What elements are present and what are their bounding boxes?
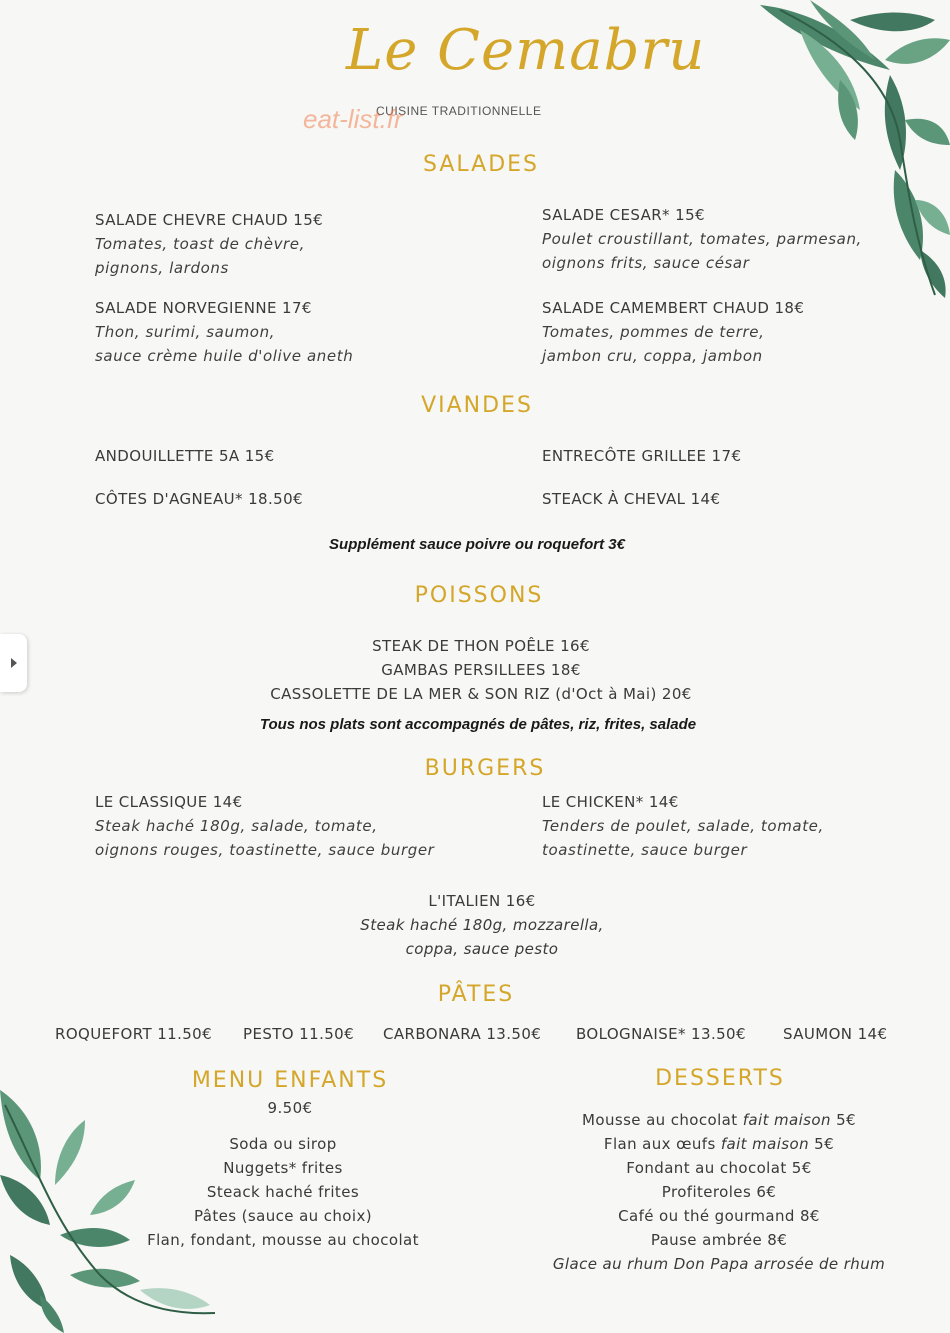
list-item: GAMBAS PERSILLEES 18€ <box>381 661 581 679</box>
dessert-price: 5€ <box>830 1111 856 1129</box>
item-description: Tomates, pommes de terre, <box>542 323 765 341</box>
restaurant-logo: Le Cemabru <box>346 18 706 83</box>
menu-item <box>542 487 720 511</box>
item-name: SALADE CAMEMBERT CHAUD 18€ <box>542 299 805 317</box>
item-name: ANDOUILLETTE 5A 15€ <box>95 447 275 465</box>
menu-item <box>360 889 603 961</box>
kids-menu-list <box>147 1132 419 1252</box>
side-panel-toggle[interactable] <box>0 634 27 692</box>
pasta-list <box>0 1025 950 1049</box>
item-name: LE CLASSIQUE 14€ <box>95 793 243 811</box>
item-name: L'ITALIEN 16€ <box>428 892 536 910</box>
side-dish-note: Tous nos plats sont accompagnés de pâtes, riz, frites, salade <box>259 716 697 733</box>
section-title-burgers: BURGERS <box>424 756 546 781</box>
dessert-name: Profiteroles 6€ <box>661 1183 777 1201</box>
section-title-viandes: VIANDES <box>421 393 533 418</box>
list-item: ROQUEFORT 11.50€ <box>55 1025 213 1043</box>
item-description: toastinette, sauce burger <box>542 841 748 859</box>
chevron-right-icon <box>11 658 17 668</box>
watermark: eat-list.fr <box>303 104 403 134</box>
list-item: CARBONARA 13.50€ <box>383 1025 542 1043</box>
kids-menu-price: 9.50€ <box>267 1099 313 1117</box>
list-item <box>553 1108 885 1132</box>
section-title-desserts: DESSERTS <box>655 1066 785 1091</box>
section-title-pates: PÂTES <box>437 982 515 1007</box>
list-item: BOLOGNAISE* 13.50€ <box>576 1025 746 1043</box>
dessert-tag: fait maison <box>720 1135 810 1153</box>
list-item: PESTO 11.50€ <box>243 1025 355 1043</box>
list-item: SAUMON 14€ <box>783 1025 888 1043</box>
item-description: Thon, surimi, saumon, <box>95 323 276 341</box>
item-name: ENTRECÔTE GRILLEE 17€ <box>542 447 742 465</box>
item-name: SALADE NORVEGIENNE 17€ <box>95 299 312 317</box>
item-description: Tenders de poulet, salade, tomate, <box>542 817 824 835</box>
item-description: oignons frits, sauce césar <box>542 254 750 272</box>
item-name: LE CHICKEN* 14€ <box>542 793 679 811</box>
item-description: Poulet croustillant, tomates, parmesan, <box>542 230 862 248</box>
list-item <box>553 1252 885 1276</box>
tagline: CUISINE TRADITIONNELLE <box>376 104 542 118</box>
menu-item <box>95 790 434 862</box>
item-description: Steak haché 180g, salade, tomate, <box>95 817 378 835</box>
item-description: Tomates, toast de chèvre, <box>95 235 306 253</box>
menu-item <box>95 296 353 368</box>
item-description: oignons rouges, toastinette, sauce burger <box>95 841 435 859</box>
list-item <box>553 1156 885 1180</box>
dessert-price: 5€ <box>809 1135 835 1153</box>
item-name: SALADE CHEVRE CHAUD 15€ <box>95 211 324 229</box>
dessert-tag: fait maison <box>742 1111 831 1129</box>
menu-item <box>95 444 275 468</box>
dessert-name: Flan aux œufs <box>603 1135 721 1153</box>
menu-item <box>542 790 824 862</box>
item-description: coppa, sauce pesto <box>405 940 559 958</box>
list-item: Flan, fondant, mousse au chocolat <box>147 1231 419 1249</box>
menu-item <box>95 208 323 280</box>
poissons-list <box>270 634 691 706</box>
list-item: STEAK DE THON POÊLE 16€ <box>372 637 590 655</box>
list-item: Nuggets* frites <box>223 1159 343 1177</box>
section-title-poissons: POISSONS <box>414 583 544 608</box>
list-item <box>553 1132 885 1156</box>
dessert-name: Glace au rhum Don Papa arrosée de rhum <box>552 1255 886 1273</box>
item-description: jambon cru, coppa, jambon <box>542 347 763 365</box>
sauce-supplement-note: Supplément sauce poivre ou roquefort 3€ <box>329 536 625 553</box>
dessert-name: Mousse au chocolat <box>582 1111 743 1129</box>
list-item: Soda ou sirop <box>229 1135 337 1153</box>
section-title-salades: SALADES <box>422 152 540 177</box>
menu-item <box>542 296 804 368</box>
item-description: Steak haché 180g, mozzarella, <box>360 916 604 934</box>
dessert-name: Café ou thé gourmand 8€ <box>618 1207 820 1225</box>
list-item <box>553 1204 885 1228</box>
section-title-menu-enfants: MENU ENFANTS <box>191 1068 389 1093</box>
menu-item <box>542 203 862 275</box>
item-name: CÔTES D'AGNEAU* 18.50€ <box>95 490 303 508</box>
item-name: STEACK À CHEVAL 14€ <box>542 490 721 508</box>
item-description: sauce crème huile d'olive aneth <box>95 347 354 365</box>
list-item <box>553 1180 885 1204</box>
desserts-list <box>553 1108 885 1276</box>
list-item <box>553 1228 885 1252</box>
list-item: CASSOLETTE DE LA MER & SON RIZ (d'Oct à Mai) 20€ <box>270 685 692 703</box>
list-item: Pâtes (sauce au choix) <box>194 1207 372 1225</box>
item-name: SALADE CESAR* 15€ <box>542 206 705 224</box>
dessert-name: Pause ambrée 8€ <box>650 1231 788 1249</box>
menu-item <box>95 487 303 511</box>
dessert-name: Fondant au chocolat 5€ <box>626 1159 812 1177</box>
menu-item <box>542 444 741 468</box>
list-item: Steack haché frites <box>206 1183 360 1201</box>
item-description: pignons, lardons <box>95 259 229 277</box>
